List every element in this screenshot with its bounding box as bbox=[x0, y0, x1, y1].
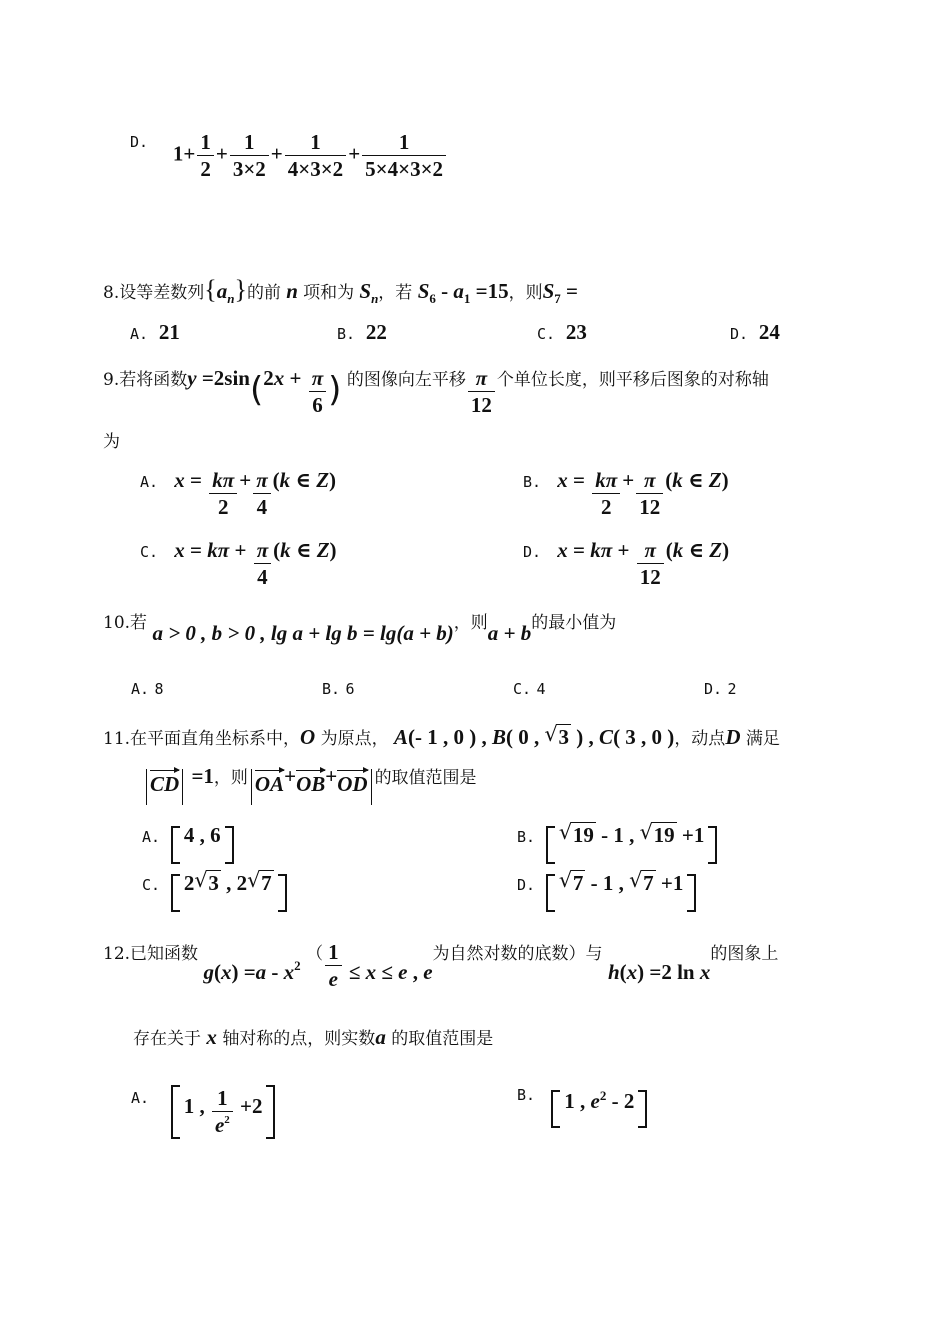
option-value: 22 bbox=[365, 320, 387, 344]
question-text: 的图象上 bbox=[710, 943, 779, 964]
plus-sign: + bbox=[348, 141, 361, 166]
option-label: A. bbox=[130, 325, 149, 343]
question-text: 的前 bbox=[246, 283, 281, 303]
option-label: D. bbox=[523, 542, 542, 561]
option-value: 8 bbox=[154, 680, 164, 698]
q11-option-b[interactable]: B. √ 19 - 1 , √ 19 +1 bbox=[517, 826, 717, 864]
q9-option-c[interactable]: C. x = kπ + $\frac{\pi}{4}$ (k ∈ Z) bbox=[140, 537, 337, 589]
q10-expression: a + b bbox=[487, 621, 532, 645]
question-9-line-2 bbox=[103, 434, 120, 451]
q8-option-d[interactable] bbox=[730, 322, 780, 343]
option-label: B. bbox=[517, 1085, 536, 1104]
q7-term-1: 1 bbox=[172, 141, 184, 166]
q7-option-d-label: D. bbox=[130, 132, 149, 151]
numerator: 1 bbox=[285, 132, 346, 156]
plus-sign: + bbox=[183, 141, 196, 166]
question-number: 8. bbox=[103, 283, 120, 303]
q10-option-a[interactable] bbox=[131, 681, 164, 698]
question-text: 满足 bbox=[745, 729, 780, 749]
question-12: 12.已知函数 g(x) =a - x2 （ $\frac{1}{e}$ ≤ x ≤ e , e为自然对数的底数）与 h(x) =2 ln x的图象上 bbox=[103, 940, 779, 991]
q10-option-d[interactable] bbox=[704, 681, 737, 698]
q9-option-d[interactable]: D. x = kπ + $\frac{\pi}{12}$ (k ∈ Z) bbox=[523, 537, 730, 589]
question-text: 的图像向左平移 bbox=[346, 369, 466, 390]
option-label: D. bbox=[730, 325, 749, 343]
question-text: 轴对称的点，则实数 bbox=[222, 1029, 376, 1049]
denominator: 4×3×2 bbox=[287, 157, 344, 181]
denominator: 3×2 bbox=[232, 157, 266, 181]
question-text: ，则 bbox=[213, 768, 248, 788]
question-text: ，则 bbox=[453, 613, 488, 633]
question-text: 的最小值为 bbox=[531, 613, 617, 633]
question-text: 已知函数 bbox=[130, 943, 199, 964]
q9-option-b[interactable]: B. x = $\frac{k\pi}{2}$ + $\frac{\pi}{12}$ (k ∈ Z) bbox=[523, 467, 729, 519]
q7-option-d[interactable] bbox=[130, 132, 448, 180]
q10-condition: a > 0 , b > 0 , lg a + lg b = lg(a + b) bbox=[152, 621, 454, 645]
question-text: 存在关于 bbox=[133, 1029, 201, 1049]
question-8: 8.设等差数列$\{a_n\}$的前 n 项和为 $S_n$，若 $S_6 - a_1 =15$，则$S_7$ = bbox=[103, 275, 579, 306]
q12-option-b[interactable]: B. 1 , $e^2 - 2$ bbox=[517, 1090, 647, 1128]
question-number: 9. bbox=[103, 369, 120, 390]
denominator: 2 bbox=[200, 157, 211, 181]
option-label: B. bbox=[322, 680, 341, 698]
option-label: D. bbox=[704, 680, 723, 698]
option-value: 24 bbox=[758, 320, 780, 344]
option-label: D. bbox=[517, 875, 536, 894]
option-label: B. bbox=[523, 472, 542, 491]
option-value: 23 bbox=[565, 320, 587, 344]
option-label: A. bbox=[142, 827, 161, 846]
question-text: ，若 bbox=[378, 283, 413, 303]
q11-option-a[interactable]: A. 4 , 6 bbox=[142, 826, 234, 864]
question-12-line-2: 存在关于 x 轴对称的点，则实数a 的取值范围是 bbox=[133, 1025, 494, 1049]
question-text: 为 bbox=[103, 432, 120, 452]
question-number: 12. bbox=[103, 943, 131, 964]
question-9: 9.若将函数y =2sin(2x + $\frac{\pi}{6}$ ) 的图像向左平移 $\frac{\pi}{12}$ 个单位长度，则平移后图象的对称轴 bbox=[103, 365, 769, 417]
question-11-line-2: CD =1，则 OA+OB+OD 的取值范围是 bbox=[143, 768, 477, 805]
question-text: 若将函数 bbox=[119, 369, 188, 390]
question-11: 11.在平面直角坐标系中，O 为原点， A(- 1 , 0 ) , B( 0 , √ 3 ) , C( 3 , 0 )，动点D 满足 bbox=[103, 724, 780, 748]
question-text: 项和为 bbox=[303, 283, 355, 303]
option-label: B. bbox=[337, 325, 356, 343]
question-text: 为自然对数的底数）与 bbox=[432, 943, 603, 964]
q8-option-b[interactable] bbox=[337, 322, 387, 343]
q7-frac-3 bbox=[285, 132, 346, 180]
option-value: 4 bbox=[536, 680, 546, 698]
question-text: （ bbox=[306, 943, 324, 964]
option-label: B. bbox=[517, 827, 536, 846]
option-label: C. bbox=[537, 325, 556, 343]
option-label: C. bbox=[142, 875, 161, 894]
q8-option-a[interactable] bbox=[130, 322, 180, 343]
question-text: 的取值范围是 bbox=[391, 1029, 494, 1049]
option-value: 21 bbox=[158, 320, 180, 344]
q9-option-a[interactable]: A. x = $\frac{k\pi}{2}$ + $\frac{\pi}{4}$ (k ∈ Z) bbox=[140, 467, 337, 519]
option-label: A. bbox=[131, 680, 150, 698]
question-text: 个单位长度，则平移后图象的对称轴 bbox=[496, 369, 769, 390]
question-text: 在平面直角坐标系中， bbox=[130, 729, 301, 749]
denominator: 5×4×3×2 bbox=[365, 157, 444, 181]
numerator: 1 bbox=[197, 132, 214, 156]
option-value: 6 bbox=[345, 680, 355, 698]
option-label: C. bbox=[513, 680, 532, 698]
question-text: ，动点 bbox=[674, 729, 726, 749]
question-number: 11. bbox=[103, 729, 131, 749]
question-text: 若 bbox=[130, 613, 148, 633]
option-label: A. bbox=[140, 472, 159, 491]
question-10 bbox=[103, 611, 617, 645]
numerator: 1 bbox=[362, 132, 446, 156]
question-text: ，则 bbox=[508, 283, 543, 303]
question-text: 设等差数列 bbox=[119, 283, 205, 303]
q10-option-b[interactable] bbox=[322, 681, 355, 698]
q8-option-c[interactable] bbox=[537, 322, 587, 343]
q11-option-c[interactable]: C. 2√ 3 , 2√ 7 bbox=[142, 874, 287, 912]
option-label: A. bbox=[131, 1088, 150, 1107]
q10-option-c[interactable] bbox=[513, 681, 546, 698]
q11-option-d[interactable]: D. √ 7 - 1 , √ 7 +1 bbox=[517, 874, 696, 912]
q7-frac-4 bbox=[362, 132, 446, 180]
q7-frac-1 bbox=[197, 132, 214, 180]
plus-sign: + bbox=[215, 141, 228, 166]
plus-sign: + bbox=[270, 141, 283, 166]
question-text: 的取值范围是 bbox=[374, 768, 477, 788]
option-value: 2 bbox=[727, 680, 737, 698]
numerator: 1 bbox=[230, 132, 269, 156]
option-label: C. bbox=[140, 542, 159, 561]
q12-option-a[interactable]: A. 1 , $\frac{1}{e^2}$ +2 bbox=[131, 1085, 275, 1139]
q7-frac-2 bbox=[230, 132, 269, 180]
question-number: 10. bbox=[103, 613, 131, 633]
question-text: 为原点， bbox=[320, 729, 389, 749]
